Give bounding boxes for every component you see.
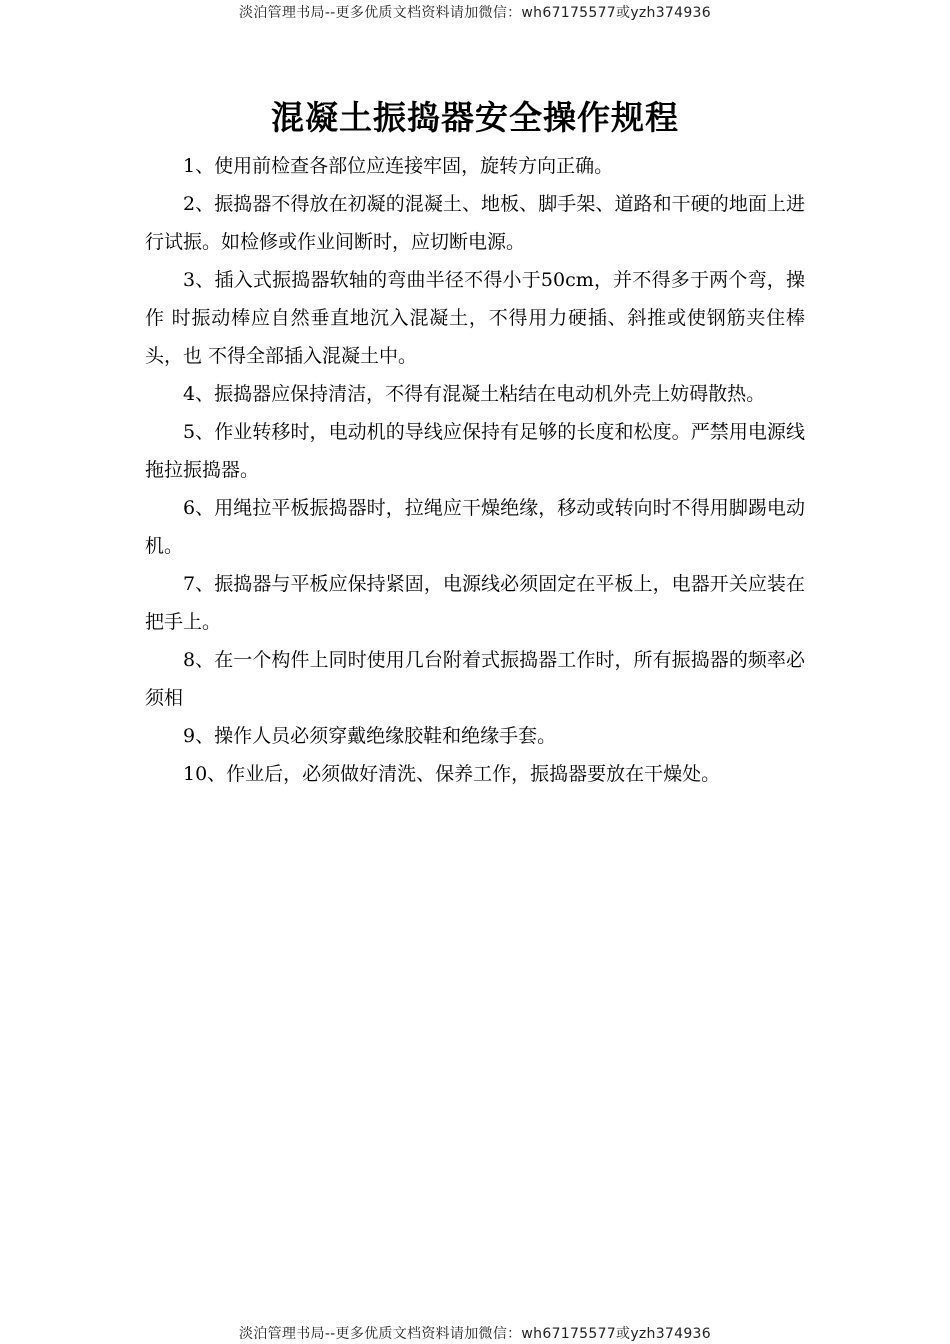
- page-header: 淡泊管理书局--更多优质文档资料请加微信：wh67175577或yzh374936: [239, 5, 711, 21]
- rule-item-7: 7、振捣器与平板应保持紧固，电源线必须固定在平板上，电器开关应装在 把手上。: [145, 573, 805, 633]
- rule-item-10: 10、作业后，必须做好清洗、保养工作，振捣器要放在干燥处。: [183, 763, 721, 785]
- document-title: 混凝土振捣器安全操作规程: [271, 98, 679, 137]
- rule-item-1: 1、使用前检查各部位应连接牢固，旋转方向正确。: [183, 155, 614, 177]
- rule-item-5: 5、作业转移时，电动机的导线应保持有足够的长度和松度。严禁用电源线 拖拉振捣器。: [145, 421, 805, 481]
- rule-item-3: 3、插入式振捣器软轴的弯曲半径不得小于50cm，并不得多于两个弯，操作 时振动棒应自然垂直地沉入混凝土，不得用力硬插、斜推或使钢筋夹住棒头，也 不得全部插入混凝土中。: [145, 269, 805, 367]
- document-body: [145, 147, 805, 793]
- page-footer: 淡泊管理书局--更多优质文档资料请加微信：wh67175577或yzh374936: [239, 1326, 711, 1342]
- rule-item-9: 9、操作人员必须穿戴绝缘胶鞋和绝缘手套。: [183, 725, 557, 747]
- rule-item-2: 2、振捣器不得放在初凝的混凝土、地板、脚手架、道路和干硬的地面上进 行试振。如检修或作业间断时，应切断电源。: [145, 193, 805, 253]
- rule-item-4: 4、振捣器应保持清洁，不得有混凝土粘结在电动机外壳上妨碍散热。: [183, 383, 766, 405]
- rule-item-6: 6、用绳拉平板振捣器时，拉绳应干燥绝缘，移动或转向时不得用脚踢电动机。: [145, 497, 805, 557]
- rule-item-8: 8、在一个构件上同时使用几台附着式振捣器工作时，所有振捣器的频率必须相: [145, 649, 805, 709]
